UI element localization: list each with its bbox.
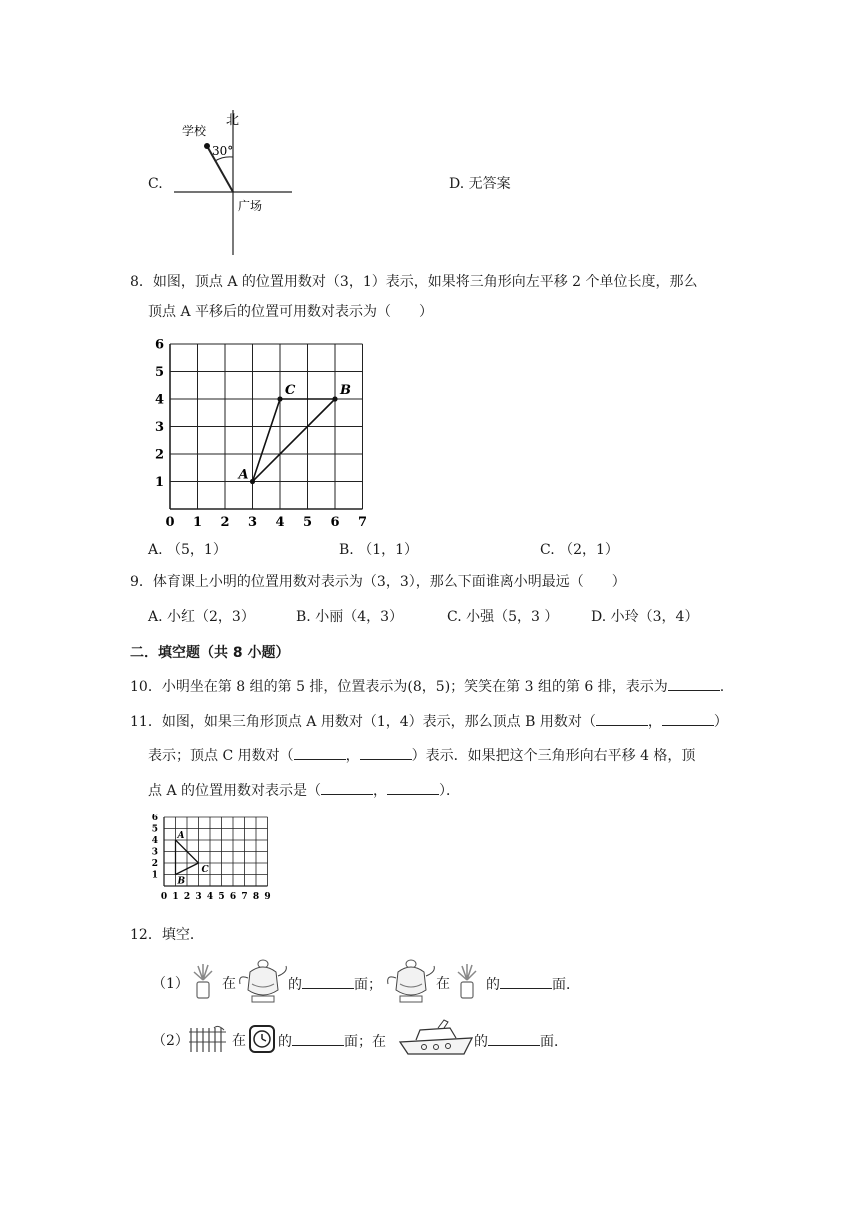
q12-row2-line xyxy=(278,1031,386,1052)
q9-text: 9．体育课上小明的位置用数对表示为（3，3），那么下面谁离小明最远（ ） xyxy=(130,574,626,590)
y-tick-label: 2 xyxy=(151,859,158,870)
y-tick-label: 4 xyxy=(151,836,158,847)
clock-icon xyxy=(248,1024,276,1054)
triangle-edge xyxy=(253,399,281,482)
q12-row1-line xyxy=(288,974,382,995)
x-tick-label: 0 xyxy=(165,515,175,530)
x-tick-label: 4 xyxy=(206,892,214,902)
y-tick-label: 6 xyxy=(151,814,158,824)
option-c-label: C. xyxy=(148,176,163,192)
q12-row2-line2 xyxy=(474,1031,568,1052)
q11-line3-text: 点 A 的位置用数对表示是（ xyxy=(148,783,322,799)
x-tick-label: 2 xyxy=(220,515,230,530)
school-point xyxy=(204,143,210,149)
q10 xyxy=(130,676,724,697)
ship-icon xyxy=(398,1018,474,1058)
q8-line1: 8．如图，顶点 A 的位置用数对（3，1）表示，如果将三角形向左平移 2 个单位长度，那么 xyxy=(130,274,698,290)
q11-blank-bx[interactable] xyxy=(596,711,648,726)
option-d: D. 无答案 xyxy=(449,176,511,192)
q8-line2: 顶点 A 平移后的位置可用数对表示为（ ） xyxy=(148,304,434,320)
x-tick-label: 5 xyxy=(218,892,225,902)
y-tick-label: 1 xyxy=(151,870,158,881)
q11-line3 xyxy=(148,780,460,801)
school-label: 学校 xyxy=(182,124,207,138)
q11-line2-text: 表示；顶点 C 用数对（ xyxy=(148,748,294,764)
q12-row1-end: 面． xyxy=(552,977,580,993)
q12-blank-1[interactable] xyxy=(302,974,354,989)
square-label: 广场 xyxy=(238,199,263,213)
compass-map xyxy=(168,110,298,255)
plant-icon xyxy=(190,962,216,1002)
q11-comma: ， xyxy=(647,714,662,730)
q11-blank-cx[interactable] xyxy=(294,745,346,760)
vertex-point-b xyxy=(332,396,337,401)
q12-row2-of2: 的 xyxy=(474,1034,488,1050)
q8-option-b: B. （1，1） xyxy=(339,542,419,558)
x-tick-label: 5 xyxy=(302,515,313,530)
x-tick-label: 1 xyxy=(192,515,203,530)
x-tick-label: 3 xyxy=(247,515,258,530)
q11-line1-text: 11．如图，如果三角形顶点 A 用数对（1，4）表示，那么顶点 B 用数对（ xyxy=(130,714,596,730)
plant-icon-2 xyxy=(454,962,480,1002)
q11-blank-cy[interactable] xyxy=(360,745,412,760)
x-tick-label: 0 xyxy=(160,892,168,902)
q8-option-c: C. （2，1） xyxy=(540,542,619,558)
q12-row1-face: 面； xyxy=(354,977,382,993)
y-tick-label: 2 xyxy=(154,447,164,463)
q11-line2 xyxy=(148,745,695,766)
q11-line2-rest: ）表示．如果把这个三角形向右平移 4 格，顶 xyxy=(411,748,696,764)
x-tick-label: 7 xyxy=(357,515,368,530)
q11-line3-end: ）． xyxy=(439,783,461,799)
teapot-icon xyxy=(238,954,288,1008)
q10-blank[interactable] xyxy=(668,676,720,691)
q9-option-d: D. 小玲（3，4） xyxy=(591,609,699,625)
x-tick-label: 6 xyxy=(330,515,340,530)
x-tick-label: 3 xyxy=(195,892,202,902)
q11-blank-ay[interactable] xyxy=(387,780,439,795)
q10-end: . xyxy=(719,679,725,695)
q12-row1-num: （1） xyxy=(152,976,189,992)
y-tick-label: 5 xyxy=(151,824,158,835)
vertex-point-c xyxy=(277,396,282,401)
q12-row1-at2: 在 xyxy=(436,976,450,992)
q11-blank-ax[interactable] xyxy=(321,780,373,795)
y-tick-label: 6 xyxy=(154,337,164,353)
vertex-label-b: B xyxy=(340,383,351,398)
q12-blank-4[interactable] xyxy=(488,1031,540,1046)
q11-line1 xyxy=(130,711,728,732)
q11-comma3: ， xyxy=(373,783,388,799)
q8-option-a: A. （5，1） xyxy=(148,542,227,558)
q12-row2-at: 在 xyxy=(232,1033,246,1049)
q12-row1-line2 xyxy=(486,974,580,995)
q10-text: 10．小明坐在第 8 组的第 5 排，位置表示为(8，5)；笑笑在第 3 组的第 6 排，表示为 xyxy=(130,679,668,695)
q11-blank-by[interactable] xyxy=(662,711,714,726)
x-tick-label: 8 xyxy=(252,892,260,902)
q12-title: 12．填空． xyxy=(130,927,204,943)
q12-row2-of: 的 xyxy=(278,1034,292,1050)
y-tick-label: 3 xyxy=(151,847,158,858)
y-tick-label: 3 xyxy=(154,420,164,436)
fence-icon xyxy=(188,1024,230,1054)
q9-option-c: C. 小强（5，3 ） xyxy=(447,609,559,625)
x-tick-label: 9 xyxy=(264,892,271,902)
q8-coordinate-grid xyxy=(148,332,378,532)
q12-row2-num: （2） xyxy=(152,1033,189,1049)
x-tick-label: 7 xyxy=(241,892,248,902)
angle-label: 30° xyxy=(212,144,234,158)
x-tick-label: 6 xyxy=(229,892,237,902)
vertex-label-b: B xyxy=(177,876,186,887)
q12-row1-of: 的 xyxy=(288,977,302,993)
x-tick-label: 1 xyxy=(172,892,179,902)
x-tick-label: 4 xyxy=(275,515,285,530)
x-tick-label: 2 xyxy=(183,892,191,902)
q9-option-b: B. 小丽（4，3） xyxy=(296,609,404,625)
y-tick-label: 5 xyxy=(154,365,164,381)
north-label: 北 xyxy=(226,113,240,128)
triangle-edge xyxy=(253,399,336,482)
teapot-icon-2 xyxy=(386,954,436,1008)
vertex-label-a: A xyxy=(177,831,185,841)
q12-blank-3[interactable] xyxy=(292,1031,344,1046)
vertex-point-a xyxy=(250,479,255,484)
vertex-label-c: C xyxy=(285,383,296,398)
q11-coordinate-grid xyxy=(148,814,278,904)
y-tick-label: 1 xyxy=(154,475,164,491)
q12-row1-at: 在 xyxy=(222,976,236,992)
vertex-label-c: C xyxy=(201,865,209,875)
y-tick-label: 4 xyxy=(154,392,164,408)
q12-blank-2[interactable] xyxy=(500,974,552,989)
q12-row2-end: 面． xyxy=(540,1034,568,1050)
q11-comma2: ， xyxy=(345,748,360,764)
section-title: 二．填空题（共 8 小题） xyxy=(130,645,290,661)
vertex-label-a: A xyxy=(238,467,249,483)
q12-row2-face: 面；在 xyxy=(344,1034,386,1050)
q12-row1-of2: 的 xyxy=(486,977,500,993)
q9-option-a: A. 小红（2，3） xyxy=(148,609,255,625)
q11-paren: ） xyxy=(713,714,728,730)
